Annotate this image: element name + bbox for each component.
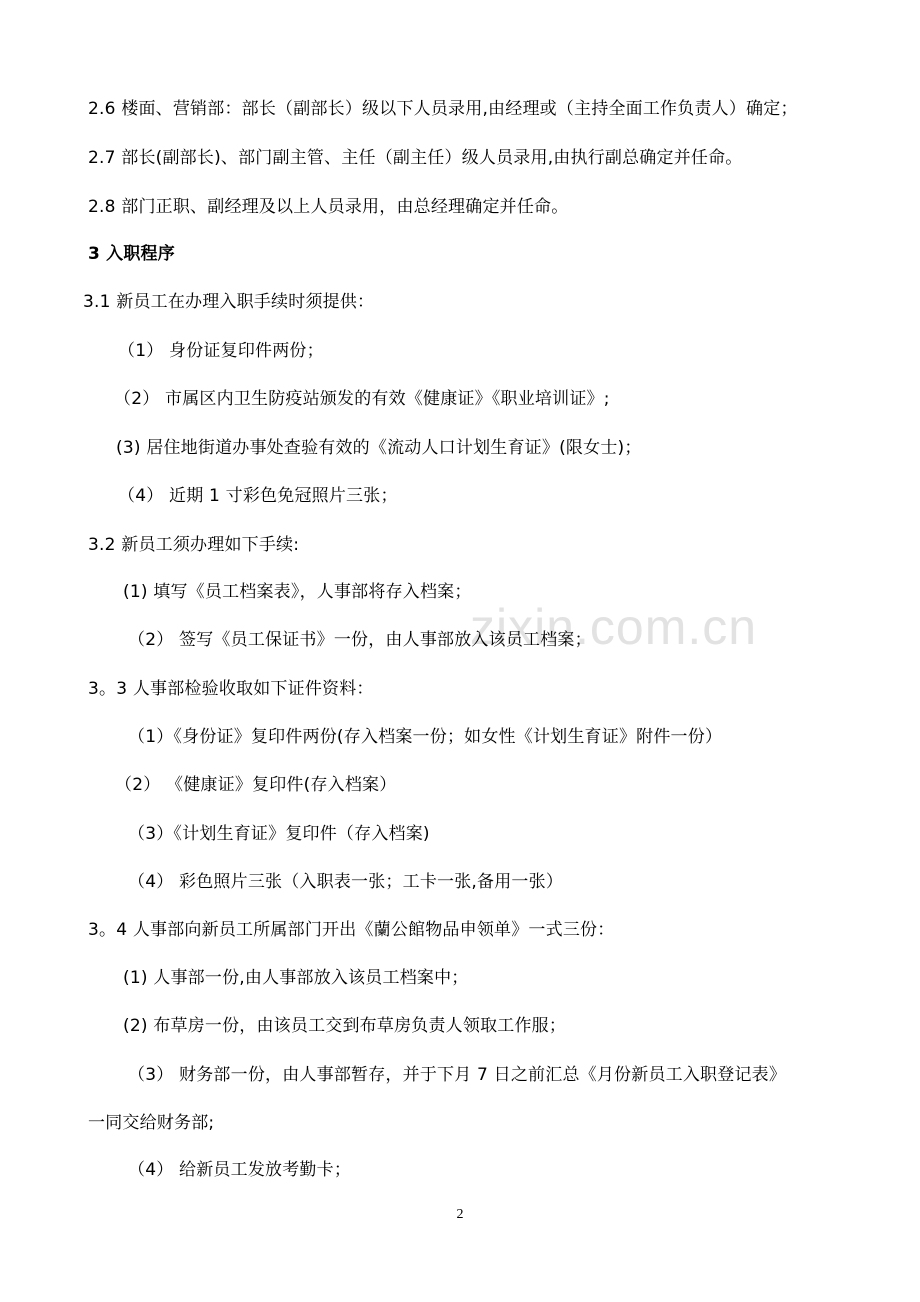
section-heading-3: 3 入职程序 — [88, 244, 175, 264]
list-item-3-4-3-continuation: 一同交给财务部; — [88, 1113, 215, 1133]
list-item-3-1-4: （4） 近期 1 寸彩色免冠照片三张； — [118, 486, 398, 506]
list-item-3-4-3: （3） 财务部一份，由人事部暂存，并于下月 7 日之前汇总《月份新员工入职登记表》 — [128, 1065, 787, 1085]
list-item-3-2-2: （2） 签写《员工保证书》一份，由人事部放入该员工档案； — [128, 630, 592, 650]
paragraph-3-1: 3.1 新员工在办理入职手续时须提供： — [83, 292, 375, 312]
page-number: 2 — [456, 1207, 464, 1222]
list-item-3-3-2: （2） 《健康证》复印件(存入档案） — [115, 775, 397, 795]
list-item-3-2-1: (1) 填写《员工档案表》，人事部将存入档案； — [123, 582, 472, 602]
paragraph-2-8: 2.8 部门正职、副经理及以上人员录用，由总经理确定并任命。 — [88, 197, 569, 217]
list-item-3-1-2: （2） 市属区内卫生防疫站颁发的有效《健康证》《职业培训证》; — [114, 389, 610, 409]
paragraph-3-3: 3。3 人事部检验收取如下证件资料： — [88, 679, 374, 699]
list-item-3-1-1: （1） 身份证复印件两份； — [118, 341, 324, 361]
list-item-3-4-4: （4） 给新员工发放考勤卡； — [128, 1160, 352, 1180]
list-item-3-4-1: (1) 人事部一份,由人事部放入该员工档案中； — [123, 968, 469, 988]
list-item-3-4-2: (2) 布草房一份，由该员工交到布草房负责人领取工作服； — [123, 1016, 567, 1036]
paragraph-3-4: 3。4 人事部向新员工所属部门开出《蘭公館物品申领单》一式三份： — [88, 920, 615, 940]
paragraph-2-7: 2.7 部长(副部长)、部门副主管、主任（副主任）级人员录用,由执行副总确定并任命。 — [88, 148, 743, 168]
list-item-3-3-4: （4） 彩色照片三张（入职表一张；工卡一张,备用一张） — [128, 872, 564, 892]
list-item-3-3-1: （1）《身份证》复印件两份(存入档案一份；如女性《计划生育证》附件一份） — [128, 727, 723, 747]
list-item-3-3-3: （3）《计划生育证》复印件（存入档案) — [128, 824, 430, 844]
list-item-3-1-3: (3) 居住地街道办事处查验有效的《流动人口计划生育证》(限女士)； — [116, 438, 642, 458]
paragraph-2-6: 2.6 楼面、营销部：部长（副部长）级以下人员录用,由经理或（主持全面工作负责人）确定； — [88, 99, 798, 119]
paragraph-3-2: 3.2 新员工须办理如下手续: — [88, 535, 300, 555]
watermark: zixin.com.cn — [470, 599, 758, 655]
